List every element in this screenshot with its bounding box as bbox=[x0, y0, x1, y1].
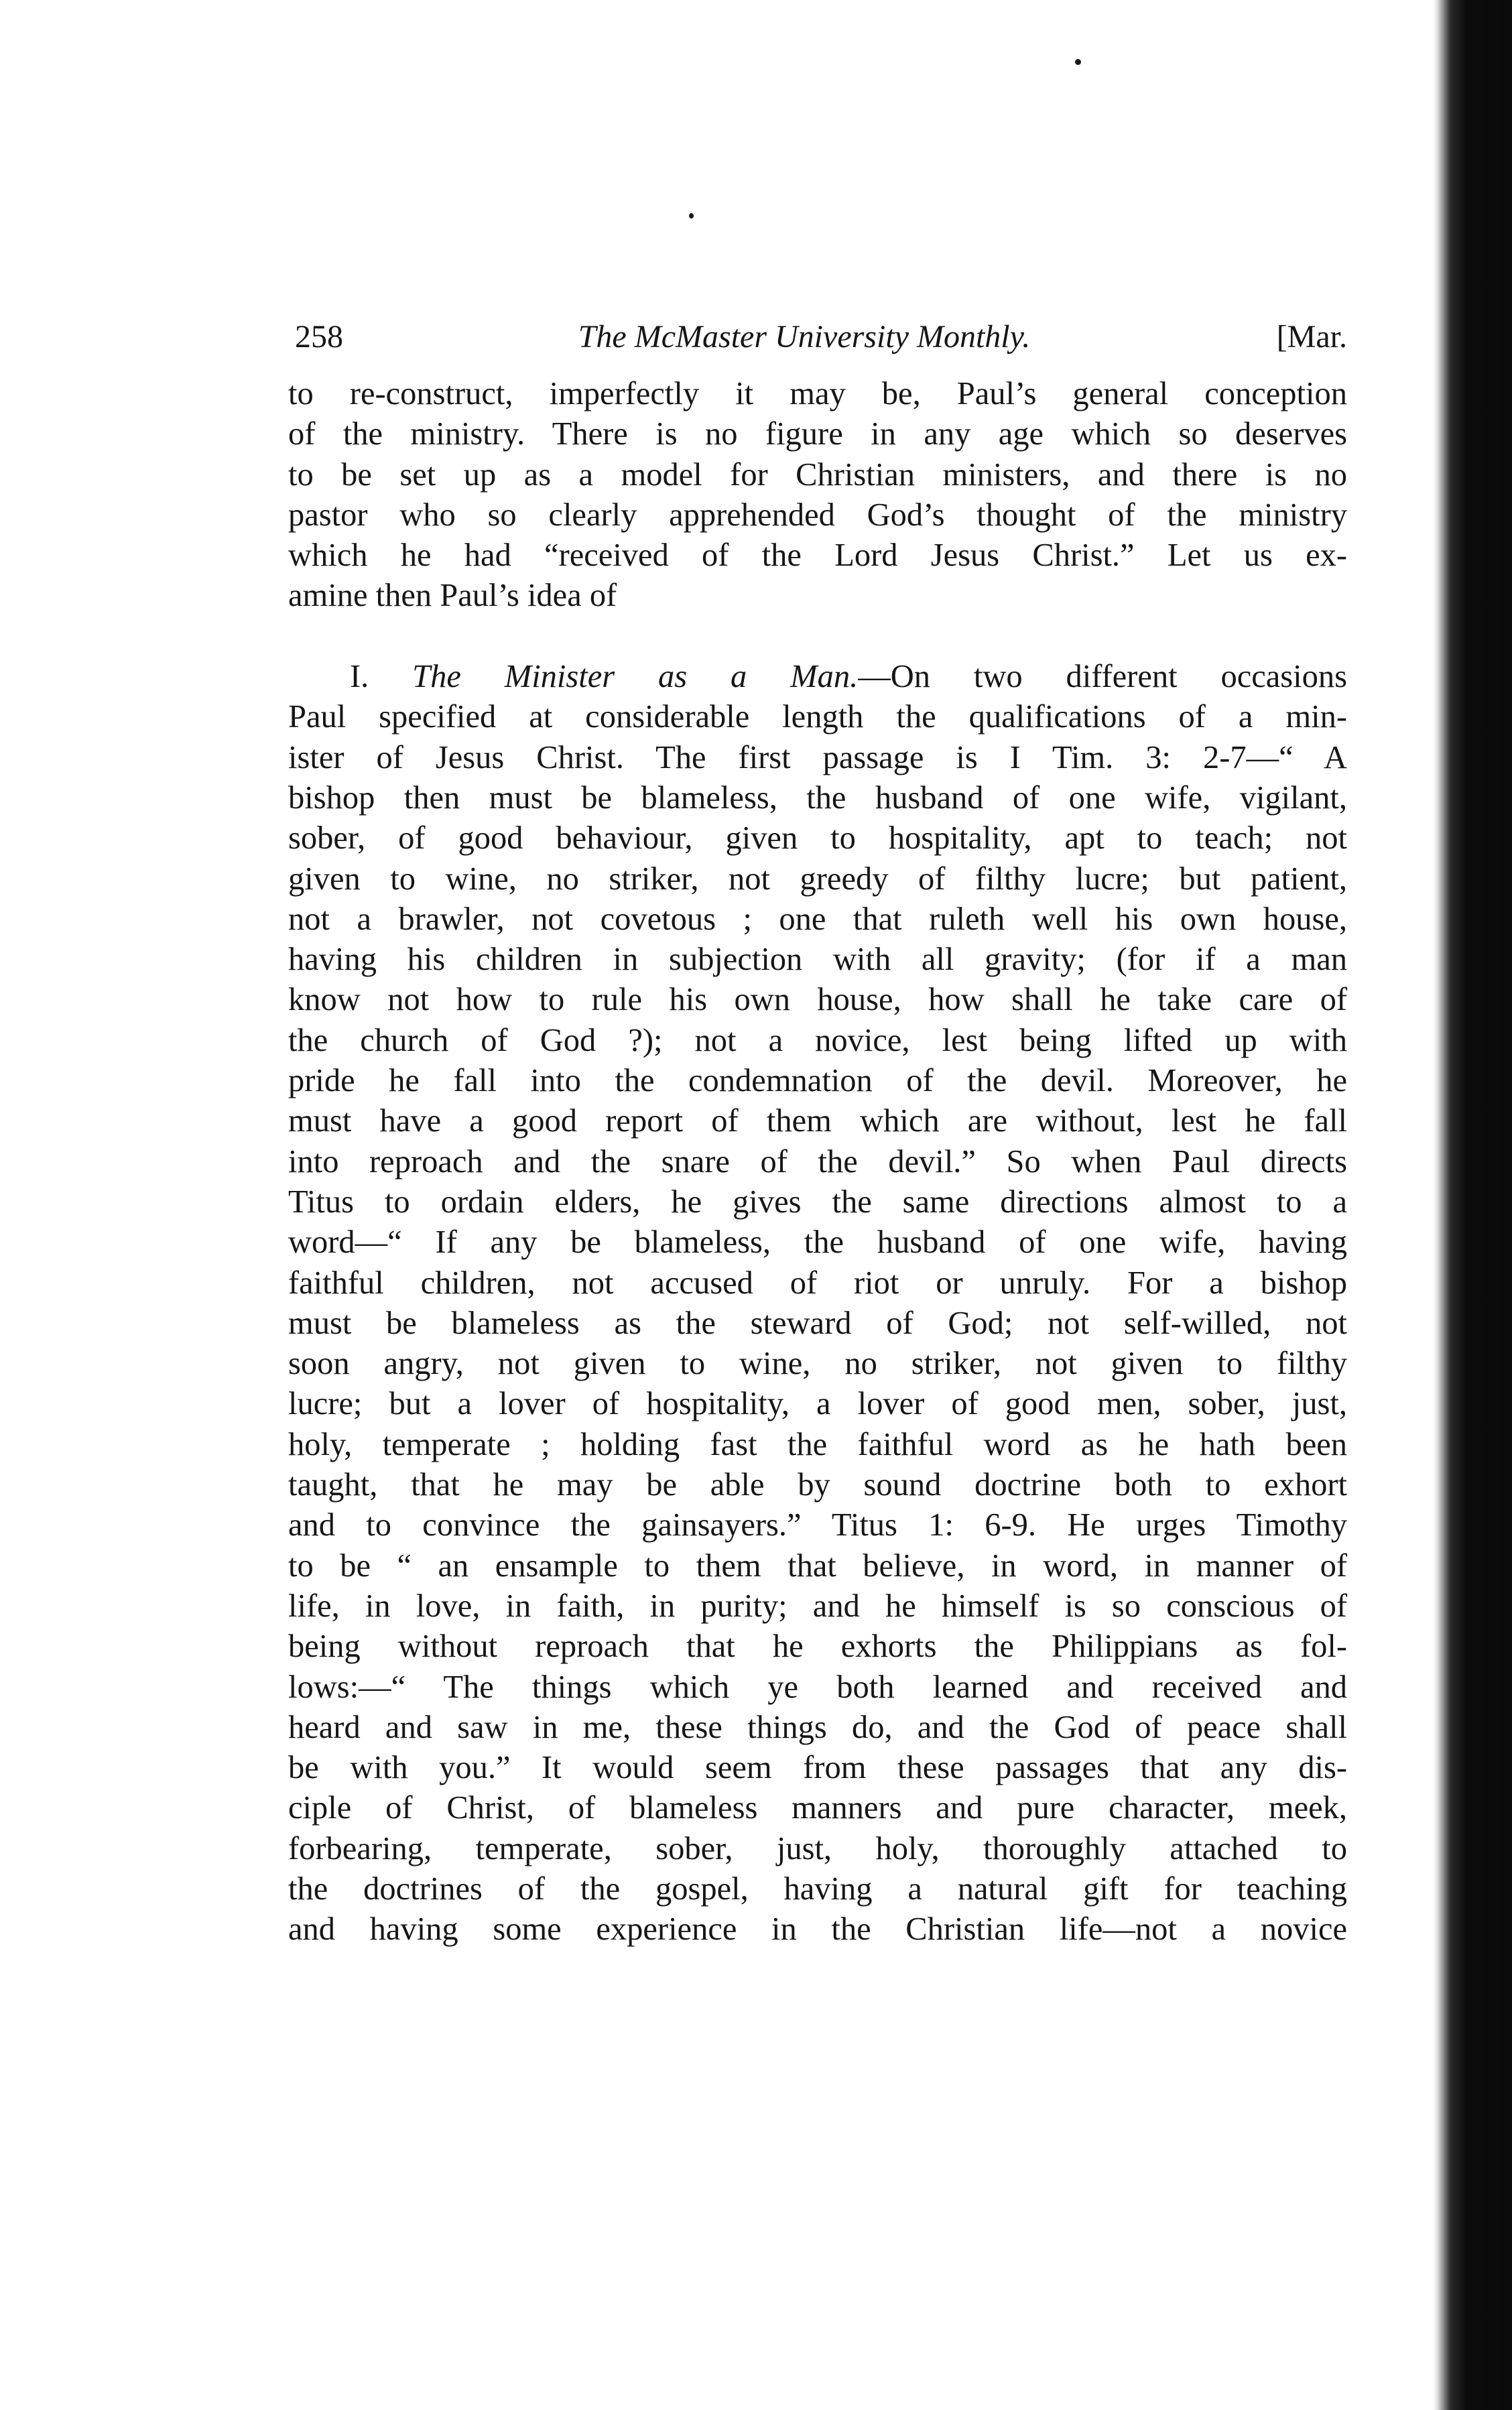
text-line: and having some experience in the Christian life—not a novice bbox=[288, 1911, 1347, 1948]
text-line: to re-construct, imperfectly it may be, Paul’s general conception bbox=[288, 376, 1347, 411]
text-line: Titus to ordain elders, he gives the same directions almost to a bbox=[288, 1184, 1347, 1220]
text-line: which he had “received of the Lord Jesus Christ.” Let us ex- bbox=[288, 537, 1347, 574]
scan-binding-edge bbox=[1433, 0, 1512, 2410]
paragraph-opening bbox=[288, 374, 1347, 617]
running-head bbox=[295, 307, 1347, 367]
section-heading-line bbox=[288, 657, 1347, 697]
text-line: pastor who so clearly apprehended God’s thought of the ministry bbox=[288, 497, 1347, 533]
text-line: being without reproach that he exhorts the Philippians as fol- bbox=[288, 1629, 1347, 1665]
text-line: life, in love, in faith, in purity; and he himself is so conscious of bbox=[288, 1588, 1347, 1624]
text-line: the church of God ?); not a novice, lest being lifted up with bbox=[288, 1022, 1347, 1058]
text-line: forbearing, temperate, sober, just, holy, thoroughly attached to bbox=[288, 1830, 1347, 1866]
text-line: ister of Jesus Christ. The first passage is I Tim. 3: 2-7—“ A bbox=[288, 739, 1347, 775]
scan-speck bbox=[689, 213, 694, 218]
text-line: bishop then must be blameless, the husband of one wife, vigilant, bbox=[288, 779, 1347, 816]
section-minister-as-man bbox=[288, 657, 1347, 1950]
text-line: lucre; but a lover of hospitality, a lover of good men, sober, just, bbox=[288, 1386, 1347, 1422]
text-line: must have a good report of them which are without, lest he fall bbox=[288, 1103, 1347, 1139]
text-line: faithful children, not accused of riot or unruly. For a bishop bbox=[288, 1265, 1347, 1301]
text-line: soon angry, not given to wine, no striker, not given to filthy bbox=[288, 1346, 1347, 1382]
issue-month: [Mar. bbox=[1276, 319, 1347, 355]
body-text bbox=[288, 374, 1347, 1950]
text-line: taught, that he may be able by sound doctrine both to exhort bbox=[288, 1467, 1347, 1503]
text-line: lows:—“ The things which ye both learned and received and bbox=[288, 1669, 1347, 1705]
text-line: holy, temperate ; holding fast the faithful word as he hath been bbox=[288, 1426, 1347, 1462]
text-line: given to wine, no striker, not greedy of filthy lucre; but patient, bbox=[288, 861, 1347, 897]
text-line: not a brawler, not covetous ; one that ruleth well his own house, bbox=[288, 901, 1347, 937]
text-line: heard and saw in me, these things do, and the God of peace shall bbox=[288, 1709, 1347, 1745]
text-line: and to convince the gainsayers.” Titus 1: 6-9. He urges Timothy bbox=[288, 1507, 1347, 1543]
page-number: 258 bbox=[295, 319, 343, 355]
text-line: into reproach and the snare of the devil.” So when Paul directs bbox=[288, 1143, 1347, 1180]
paragraph-gap bbox=[288, 617, 1347, 657]
text-line: to be set up as a model for Christian ministers, and there is no bbox=[288, 456, 1347, 493]
text-line-continuation: —On two different occasions bbox=[858, 659, 1347, 695]
text-line: word—“ If any be blameless, the husband of one wife, having bbox=[288, 1224, 1347, 1261]
text-line: know not how to rule his own house, how shall he take care of bbox=[288, 982, 1347, 1018]
text-line: having his children in subjection with all gravity; (for if a man bbox=[288, 942, 1347, 978]
text-line: be with you.” It would seem from these passages that any dis- bbox=[288, 1750, 1347, 1786]
text-line: ciple of Christ, of blameless manners and pure character, meek, bbox=[288, 1790, 1347, 1826]
text-line: must be blameless as the steward of God; not self-willed, not bbox=[288, 1305, 1347, 1341]
section-heading: The Minister as a Man. bbox=[412, 659, 859, 695]
text-line: Paul specified at considerable length the qualifications of a min- bbox=[288, 699, 1347, 735]
text-line: pride he fall into the condemnation of the devil. Moreover, he bbox=[288, 1063, 1347, 1099]
text-line: amine then Paul’s idea of bbox=[288, 578, 617, 614]
scan-speck bbox=[1075, 59, 1081, 65]
section-numeral: I. bbox=[350, 659, 369, 695]
text-line: the doctrines of the gospel, having a natural gift for teaching bbox=[288, 1870, 1347, 1907]
text-line: to be “ an ensample to them that believe, in word, in manner of bbox=[288, 1547, 1347, 1584]
journal-title: The McMaster University Monthly. bbox=[578, 319, 1031, 355]
text-line: of the ministry. There is no figure in any age which so deserves bbox=[288, 416, 1347, 452]
text-line: sober, of good behaviour, given to hospitality, apt to teach; not bbox=[288, 820, 1347, 857]
